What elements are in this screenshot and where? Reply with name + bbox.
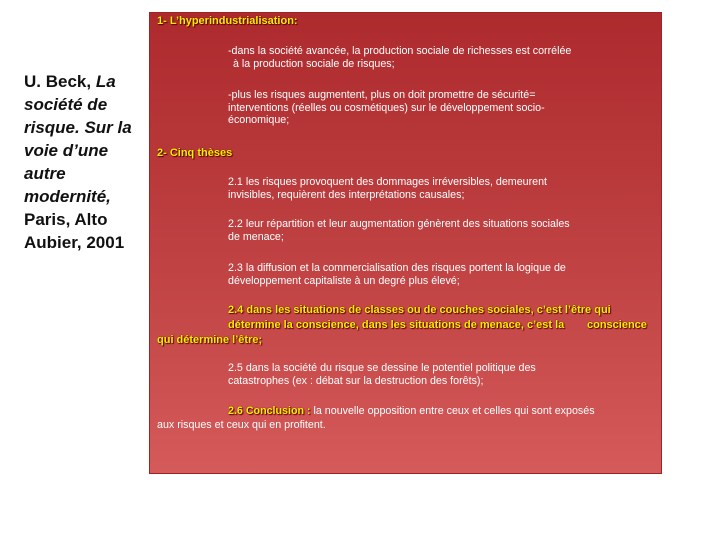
thesis-2-2-line-2: de menace; — [228, 230, 284, 243]
thesis-2-5 — [228, 362, 536, 387]
paragraph-2-line-2: interventions (réelles ou cosmétiques) sur le développement socio- — [228, 101, 545, 114]
citation-author: U. Beck, — [24, 72, 92, 91]
thesis-2-4-line-1: 2.4 dans les situations de classes ou de couches sociales, c’est l’être qui — [228, 304, 611, 316]
paragraph-2-line-3: économique; — [228, 114, 290, 126]
paragraph-1-line-1: -dans la société avancée, la production sociale de richesses est corrélée — [228, 45, 572, 57]
citation — [24, 70, 144, 254]
thesis-2-6-line-2: aux risques et ceux qui en profitent. — [157, 419, 326, 431]
thesis-2-1-line-2: invisibles, requièrent des interprétations causales; — [228, 188, 465, 201]
conclusion-label: 2.6 Conclusion : — [228, 405, 311, 417]
thesis-2-2-line-1: 2.2 leur répartition et leur augmentation génèrent des situations sociales — [228, 218, 570, 230]
thesis-2-2 — [228, 218, 570, 243]
thesis-2-1-line-1: 2.1 les risques provoquent des dommages irréversibles, demeurent — [228, 176, 548, 188]
thesis-2-5-line-2: catastrophes (ex : débat sur la destruction des forêts); — [228, 374, 484, 387]
thesis-2-3-line-1: 2.3 la diffusion et la commercialisation des risques portent la logique de — [228, 262, 566, 274]
citation-publisher: Paris, Alto Aubier, 2001 — [24, 210, 125, 252]
conclusion-text: la nouvelle opposition entre ceux et celles qui sont exposés — [310, 405, 595, 417]
paragraph-1-line-2: à la production sociale de risques; — [233, 57, 395, 70]
thesis-2-3-line-2: développement capitaliste à un degré plus élevé; — [228, 274, 460, 287]
heading-hyperindustrialisation: 1- L’hyperindustrialisation: — [157, 15, 298, 27]
thesis-2-1 — [228, 176, 547, 201]
thesis-2-4-line-2-end: conscience — [587, 319, 647, 331]
thesis-2-4-line-2: détermine la conscience, dans les situations de menace, c’est la — [228, 319, 565, 331]
paragraph-2 — [228, 89, 545, 127]
heading-cinq-theses: 2- Cinq thèses — [157, 147, 233, 159]
content-panel — [149, 12, 662, 474]
thesis-2-6-line-1 — [228, 405, 595, 418]
paragraph-1 — [228, 45, 571, 70]
thesis-2-5-line-1: 2.5 dans la société du risque se dessine le potentiel politique des — [228, 362, 536, 374]
thesis-2-3 — [228, 262, 566, 287]
paragraph-2-line-1: -plus les risques augmentent, plus on doit promettre de sécurité= — [228, 89, 536, 101]
thesis-2-4-line-3: qui détermine l’être; — [157, 334, 263, 346]
citation-title: La société de risque. Sur la voie d’une autre modernité, — [24, 72, 132, 206]
